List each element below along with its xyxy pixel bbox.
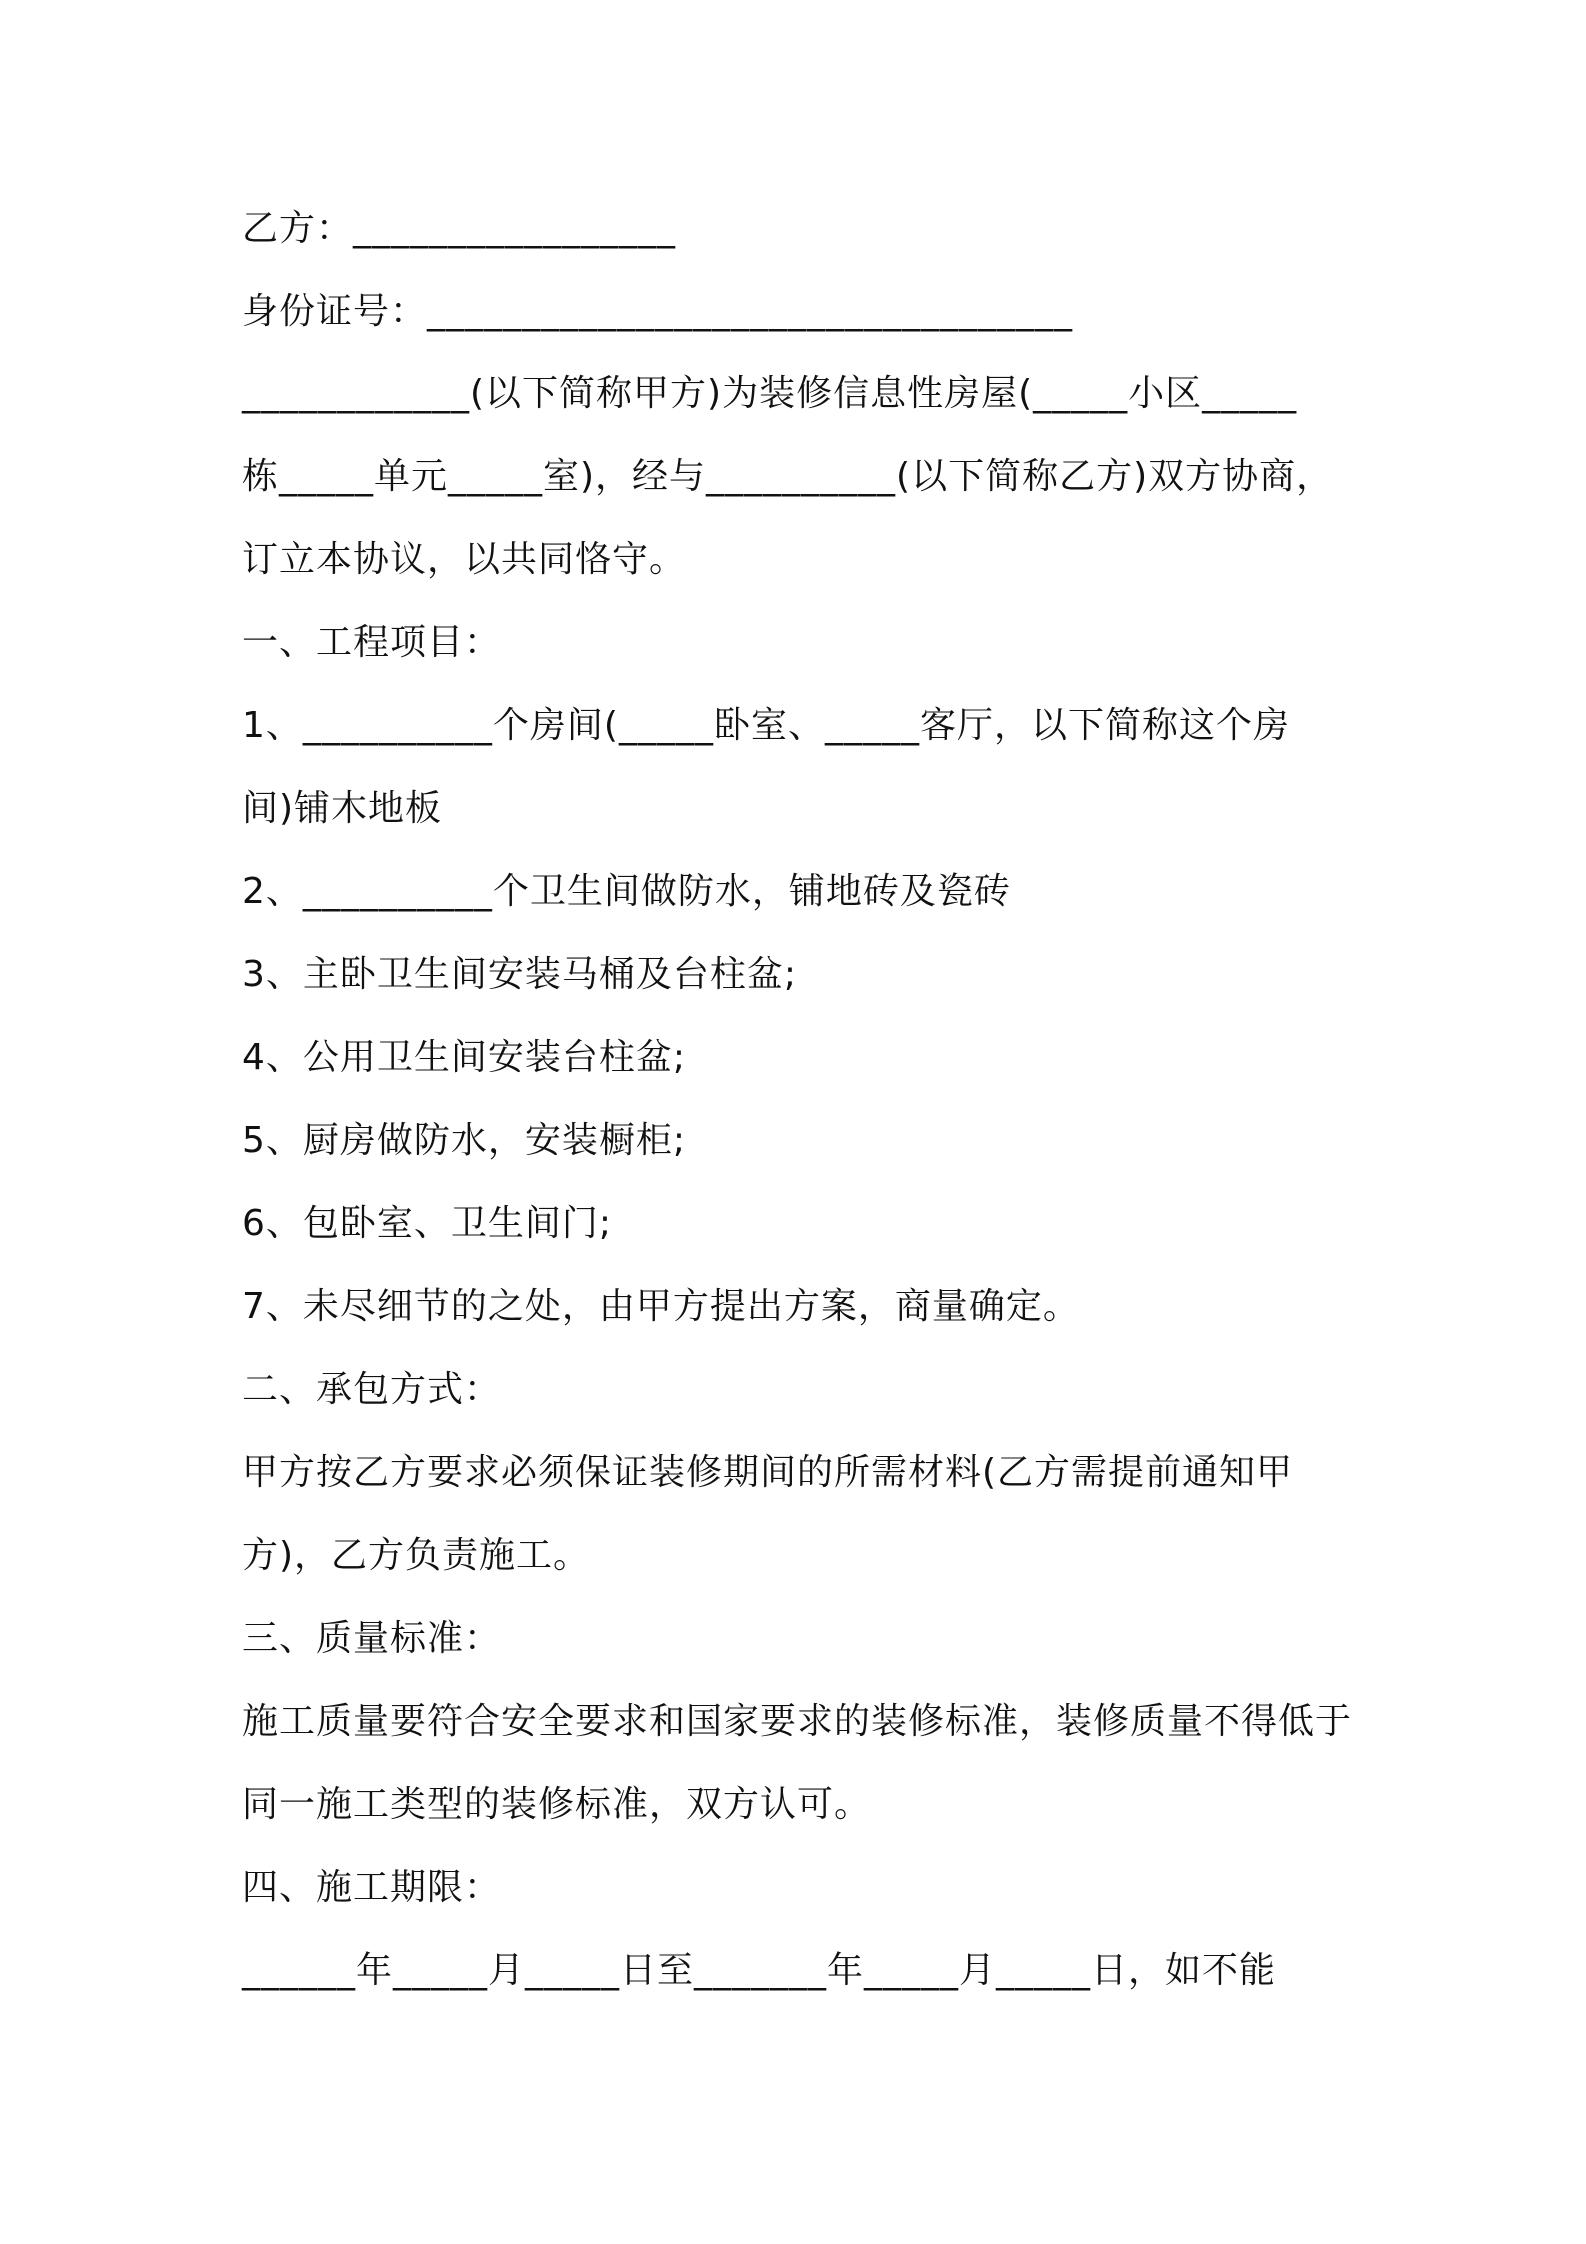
- item-7: 7、未尽细节的之处，由甲方提出方案，商量确定。: [242, 1286, 1080, 1327]
- intro-line-1: ____________(以下简称甲方)为装修信息性房屋(_____小区_____: [242, 373, 1298, 414]
- item-2: 2、__________个卫生间做防水，铺地砖及瓷砖: [242, 871, 1011, 912]
- intro-line-3: 订立本协议，以共同恪守。: [242, 539, 687, 580]
- party-b-line: 乙方：_________________: [242, 208, 677, 249]
- item-5: 5、厨房做防水，安装橱柜;: [242, 1120, 687, 1161]
- intro-line-2: 栋_____单元_____室)，经与__________(以下简称乙方)双方协商，: [242, 456, 1334, 497]
- item-4: 4、公用卫生间安装台柱盆;: [242, 1037, 687, 1078]
- section-2-body-line-2: 方)，乙方负责施工。: [242, 1535, 591, 1576]
- item-6: 6、包卧室、卫生间门;: [242, 1203, 613, 1244]
- section-3-heading: 三、质量标准：: [242, 1618, 502, 1659]
- section-2-body-line-1: 甲方按乙方要求必须保证装修期间的所需材料(乙方需提前通知甲: [242, 1452, 1294, 1493]
- item-3: 3、主卧卫生间安装马桶及台柱盆;: [242, 954, 798, 995]
- section-3-body-line-1: 施工质量要符合安全要求和国家要求的装修标准，装修质量不得低于: [242, 1701, 1353, 1742]
- id-number-line: 身份证号：__________________________________: [242, 291, 1074, 332]
- item-1-line-1: 1、__________个房间(_____卧室、_____客厅，以下简称这个房: [242, 705, 1290, 746]
- section-3-body-line-2: 同一施工类型的装修标准，双方认可。: [242, 1784, 872, 1825]
- section-4-date-line: ______年_____月_____日至_______年_____月_____日，如不能: [242, 1950, 1277, 1991]
- section-2-heading: 二、承包方式：: [242, 1369, 502, 1410]
- section-1-heading: 一、工程项目：: [242, 622, 502, 663]
- section-4-heading: 四、施工期限：: [242, 1867, 502, 1908]
- item-1-line-2: 间)铺木地板: [242, 788, 443, 829]
